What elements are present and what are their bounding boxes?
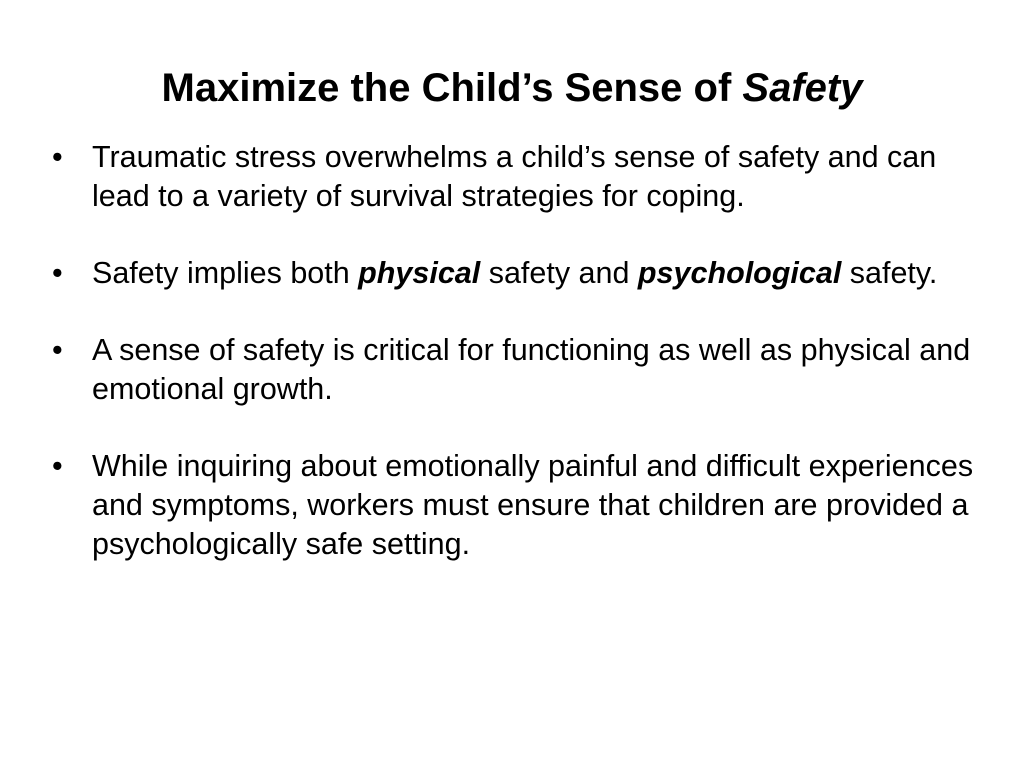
bullet-text-1: Traumatic stress overwhelms a child’s sense of safety and can lead to a variety of survival strategies for coping. bbox=[92, 140, 937, 213]
bullet-text-4: While inquiring about emotionally painful and difficult experiences and symptoms, workers must ensure that children are provided a psychologically safe setting. bbox=[92, 449, 974, 561]
bullet-dot-icon: • bbox=[52, 256, 63, 290]
bullet-2-part-1: Safety implies both bbox=[92, 256, 359, 290]
bullet-dot-icon: • bbox=[52, 140, 63, 174]
bullet-dot-icon: • bbox=[52, 449, 63, 483]
title-main-text: Maximize the Child’s Sense of bbox=[161, 66, 743, 110]
bullet-2-part-2: safety and bbox=[480, 256, 638, 290]
bullet-text-2 bbox=[92, 256, 937, 290]
bullet-item-3 bbox=[52, 331, 982, 409]
title-emphasis-text: Safety bbox=[742, 66, 863, 110]
bullet-list bbox=[52, 138, 982, 602]
bullet-dot-icon: • bbox=[52, 333, 63, 367]
slide-title bbox=[0, 62, 1024, 114]
bullet-2-emphasis-psychological: psychological bbox=[637, 256, 842, 290]
bullet-item-2 bbox=[52, 254, 982, 293]
bullet-item-4 bbox=[52, 447, 982, 564]
bullet-2-part-3: safety. bbox=[841, 256, 938, 290]
bullet-2-emphasis-physical: physical bbox=[358, 256, 481, 290]
bullet-item-1 bbox=[52, 138, 982, 216]
bullet-text-3: A sense of safety is critical for functioning as well as physical and emotional growth. bbox=[92, 333, 971, 406]
